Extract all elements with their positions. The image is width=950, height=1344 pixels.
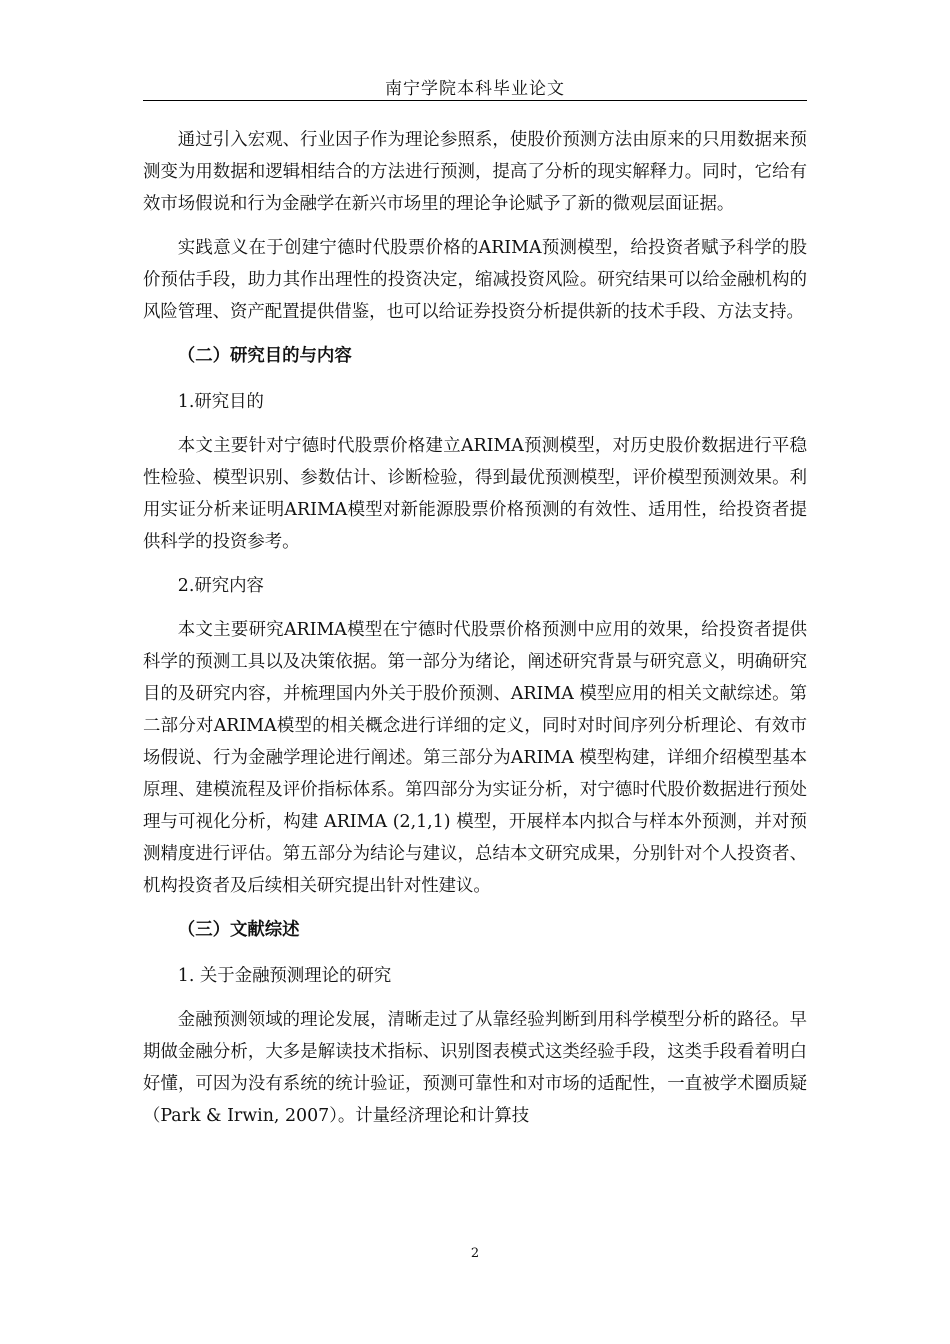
subheading-research-content: 2.研究内容: [177, 576, 264, 596]
paragraph-theoretical-significance: 通过引入宏观、行业因子作为理论参照系，使股价预测方法由原来的只用数据来预测变为用数据和逻辑相结合的方法进行预测，提高了分析的现实解释力。同时，它给有效市场假说和行为金融学在新兴市场里的理论争论赋予了新的微观层面证据。: [143, 130, 807, 214]
page-header-title: 南宁学院本科毕业论文: [385, 79, 565, 99]
header-rule: [143, 100, 807, 101]
page-number: 2: [470, 1246, 480, 1261]
paragraph-financial-forecasting: 金融预测领域的理论发展，清晰走过了从靠经验判断到用科学模型分析的路径。早期做金融分析，大多是解读技术指标、识别图表模式这类经验手段，这类手段看着明白好懂，可因为没有系统的统计验证，预测可靠性和对市场的适配性，一直被学术圈质疑（Park & Irwin, 2007）。计量经济理论和计算技: [143, 1010, 807, 1126]
body-text: [143, 124, 807, 1134]
section-heading-literature-review: （三）文献综述: [177, 920, 300, 940]
paragraph-research-content: 本文主要研究ARIMA模型在宁德时代股票价格预测中应用的效果，给投资者提供科学的预测工具以及决策依据。第一部分为绪论，阐述研究背景与研究意义，明确研究目的及研究内容，并梳理国内外关于股价预测、ARIMA 模型应用的相关文献综述。第二部分对ARIMA模型的相关概念进行详细的定义，同时对时间序列分析理论、有效市场假说、行为金融学理论进行阐述。第三部分为ARIMA 模型构建，详细介绍模型基本原理、建模流程及评价指标体系。第四部分为实证分析，对宁德时代股价数据进行预处理与可视化分析，构建 ARIMA (2,1,1) 模型，开展样本内拟合与样本外预测，并对预测精度进行评估。第五部分为结论与建议，总结本文研究成果，分别针对个人投资者、机构投资者及后续相关研究提出针对性建议。: [143, 620, 807, 896]
paragraph-practical-significance: 实践意义在于创建宁德时代股票价格的ARIMA预测模型，给投资者赋予科学的股价预估手段，助力其作出理性的投资决定，缩减投资风险。研究结果可以给金融机构的风险管理、资产配置提供借鉴，也可以给证券投资分析提供新的技术手段、方法支持。: [143, 238, 807, 322]
paragraph-research-objective: 本文主要针对宁德时代股票价格建立ARIMA预测模型，对历史股价数据进行平稳性检验、模型识别、参数估计、诊断检验，得到最优预测模型，评价模型预测效果。利用实证分析来证明ARIMA模型对新能源股票价格预测的有效性、适用性，给投资者提供科学的投资参考。: [143, 436, 807, 552]
section-heading-objectives: （二）研究目的与内容: [177, 346, 352, 366]
subheading-financial-forecasting: 1. 关于金融预测理论的研究: [177, 966, 392, 986]
subheading-research-objective: 1.研究目的: [177, 392, 264, 412]
